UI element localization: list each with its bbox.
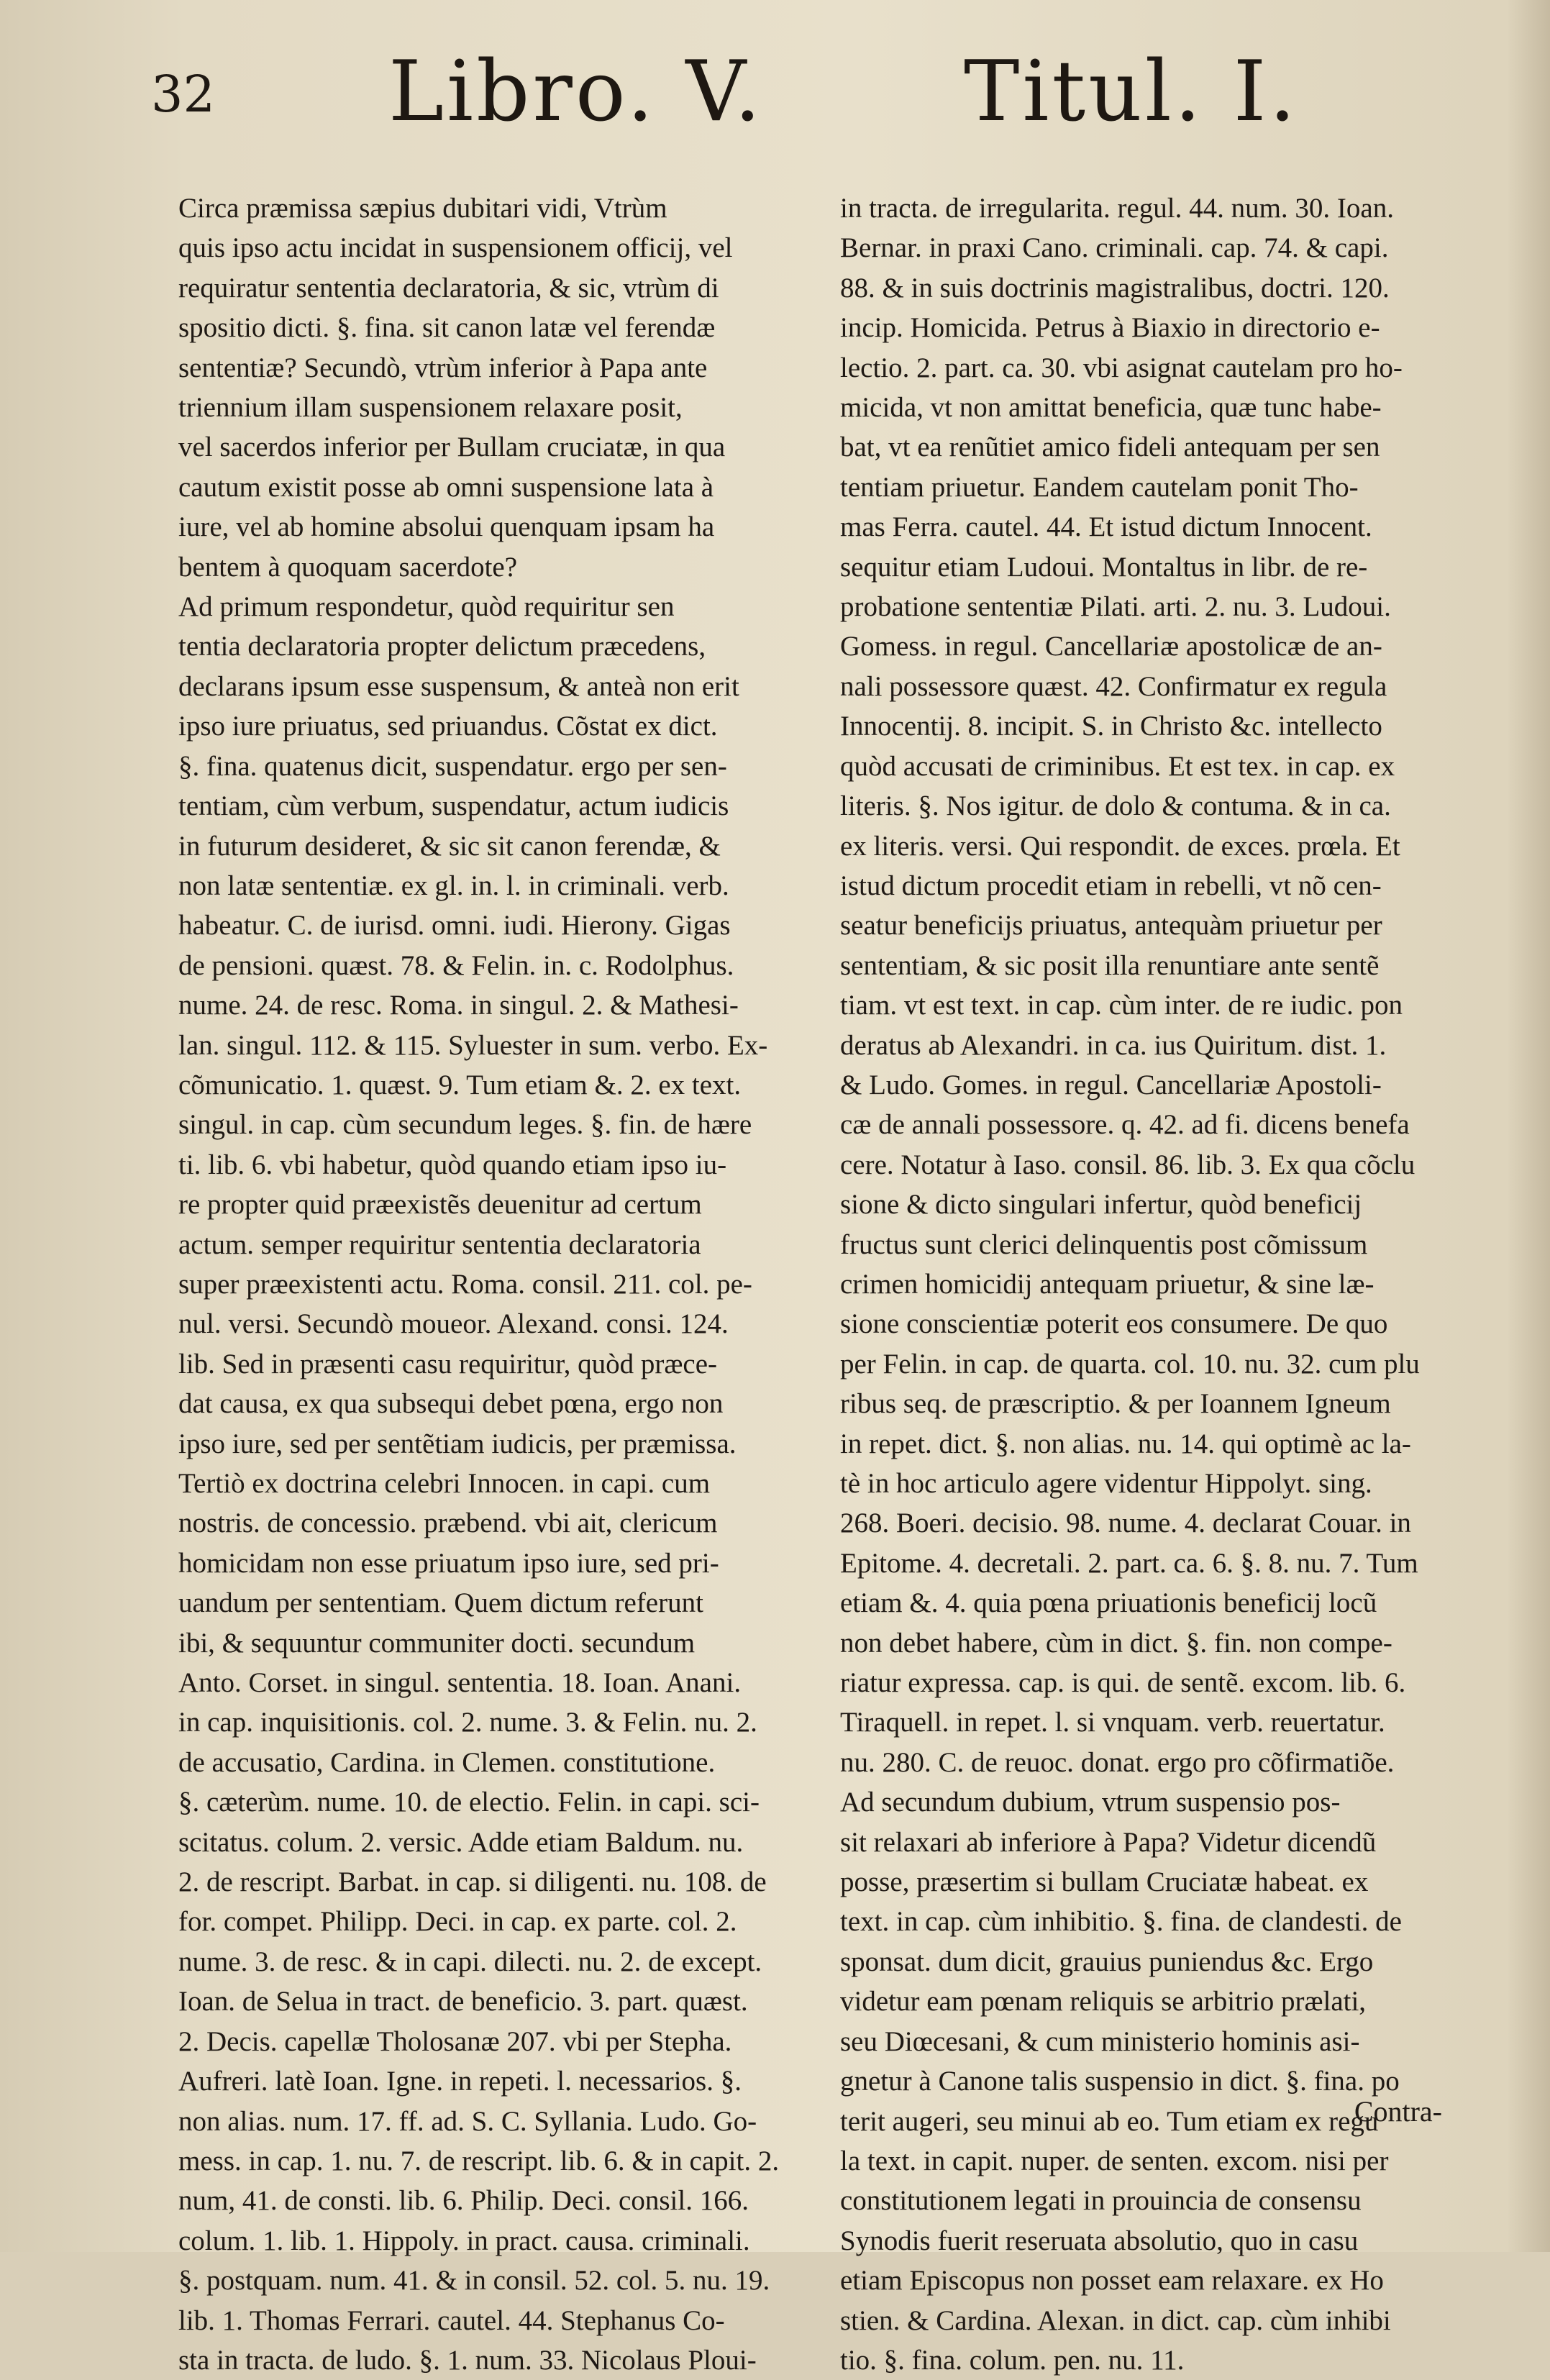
text-line: posse, præsertim si bullam Cruciatæ habeat. ex [840,1866,1369,1898]
text-line: lib. Sed in præsenti casu requiritur, quòd præce- [178,1348,718,1380]
text-line: Tertiò ex doctrina celebri Innocen. in capi. cum [178,1468,711,1499]
text-line: gnetur à Canone talis suspensio in dict. §. fina. po [840,2066,1400,2097]
text-line: per Felin. in cap. de quarta. col. 10. nu. 32. cum plu [840,1348,1420,1380]
text-line: tentia declaratoria propter delictum præcedens, [178,631,706,662]
text-line: tentiam priuetur. Eandem cautelam ponit Tho- [840,471,1359,503]
text-line: sequitur etiam Ludoui. Montaltus in libr. de re- [840,551,1368,583]
left-text-column [178,188,811,2380]
text-line: ti. lib. 6. vbi habetur, quòd quando etiam ipso iu- [178,1149,727,1180]
text-line: text. in cap. cùm inhibitio. §. fina. de clandesti. de [840,1906,1402,1938]
text-line: sententiæ? Secundò, vtrùm inferior à Papa ante [178,352,708,383]
text-line: tentiam, cùm verbum, suspendatur, actum iudicis [178,790,729,822]
text-line: Synodis fuerit reseruata absolutio, quo in casu [840,2225,1359,2256]
text-line: Ioan. de Selua in tract. de beneficio. 3. part. quæst. [178,1986,748,2017]
text-line: nu. 280. C. de reuoc. donat. ergo pro cõfirmatiõe. [840,1746,1395,1778]
text-line: quòd accusati de criminibus. Et est tex. in cap. ex [840,750,1395,782]
text-line: seatur beneficijs priuatus, antequàm priuetur per [840,910,1382,941]
text-line: Circa præmissa sæpius dubitari vidi, Vtrùm [178,193,667,224]
text-line: for. compet. Philipp. Deci. in cap. ex parte. col. 2. [178,1906,737,1938]
text-line: lan. singul. 112. & 115. Syluester in sum. verbo. Ex- [178,1029,768,1061]
text-line: in repet. dict. §. non alias. nu. 14. qui optimè ac la- [840,1428,1411,1459]
text-line: nume. 24. de resc. Roma. in singul. 2. & Mathesi- [178,990,739,1021]
text-line: ipso iure, sed per sentẽtiam iudicis, per præmissa. [178,1428,737,1459]
text-line: nali possessore quæst. 42. Confirmatur ex regula [840,670,1387,702]
text-line: spositio dicti. §. fina. sit canon latæ vel ferendæ [178,312,716,344]
text-line: uandum per sententiam. Quem dictum referunt [178,1587,703,1619]
text-line: super præexistenti actu. Roma. consil. 211. col. pe- [178,1268,752,1300]
text-line: cæ de annali possessore. q. 42. ad fi. dicens benefa [840,1109,1410,1141]
catchword: Contra- [1354,2095,1442,2128]
text-line: 268. Boeri. decisio. 98. nume. 4. declarat Couar. in [840,1508,1411,1539]
text-line: lib. 1. Thomas Ferrari. cautel. 44. Stephanus Co- [178,2304,725,2336]
text-line: habeatur. C. de iurisd. omni. iudi. Hierony. Gigas [178,910,731,941]
text-line: de accusatio, Cardina. in Clemen. constitutione. [178,1746,716,1778]
text-line: deratus ab Alexandri. in ca. ius Quiritum. dist. 1. [840,1029,1387,1061]
text-line: in tracta. de irregularita. regul. 44. num. 30. Ioan. [840,193,1394,224]
text-line: §. postquam. num. 41. & in consil. 52. col. 5. nu. 19. [178,2265,770,2297]
text-line: Tiraquell. in repet. l. si vnquam. verb. reuertatur. [840,1707,1385,1738]
text-line: fructus sunt clerici delinquentis post cõmissum [840,1228,1368,1260]
text-line: stien. & Cardina. Alexan. in dict. cap. cùm inhibi [840,2304,1391,2336]
text-line: Gomess. in regul. Cancellariæ apostolicæ de an- [840,631,1382,662]
text-line: scitatus. colum. 2. versic. Adde etiam Baldum. nu. [178,1826,744,1858]
text-line: videtur eam pœnam reliquis se arbitrio prælati, [840,1986,1367,2017]
text-line: riatur expressa. cap. is qui. de sentẽ. excom. lib. 6. [840,1667,1406,1699]
text-line: colum. 1. lib. 1. Hippoly. in pract. causa. criminali. [178,2225,750,2256]
text-line: singul. in cap. cùm secundum leges. §. fin. de hære [178,1109,752,1141]
text-line: probatione sententiæ Pilati. arti. 2. nu. 3. Ludoui. [840,591,1391,623]
text-line: num, 41. de consti. lib. 6. Philip. Deci. consil. 166. [178,2185,749,2217]
text-line: non latæ sententiæ. ex gl. in. l. in criminali. verb. [178,870,729,901]
page-edge-shadow [1507,0,1550,2252]
text-line: 2. Decis. capellæ Tholosanæ 207. vbi per Stepha. [178,2025,732,2057]
text-line: etiam Episcopus non posset eam relaxare. ex Ho [840,2265,1384,2297]
text-line: bat, vt ea renũtiet amico fideli antequam per sen [840,432,1380,463]
text-line: 2. de rescript. Barbat. in cap. si diligenti. nu. 108. de [178,1866,767,1898]
text-line: vel sacerdos inferior per Bullam cruciatæ, in qua [178,432,726,463]
text-line: nul. versi. Secundò moueor. Alexand. consi. 124. [178,1308,729,1340]
text-line: mas Ferra. cautel. 44. Et istud dictum Innocent. [840,511,1372,543]
text-line: constitutionem legati in prouincia de consensu [840,2185,1362,2217]
text-line: tè in hoc articulo agere videntur Hippolyt. sing. [840,1468,1372,1499]
text-line: sione conscientiæ poterit eos consumere. De quo [840,1308,1388,1340]
text-line: non alias. num. 17. ff. ad. S. C. Syllania. Ludo. Go- [178,2105,757,2137]
text-line: literis. §. Nos igitur. de dolo & contuma. & in ca. [840,790,1391,822]
text-line: cautum existit posse ab omni suspensione lata à [178,471,714,503]
running-head-title: Titul. I. [964,43,1299,140]
text-line: §. fina. quatenus dicit, suspendatur. ergo per sen- [178,750,727,782]
text-line: cere. Notatur à Iaso. consil. 86. lib. 3. Ex qua cõclu [840,1149,1415,1180]
text-line: triennium illam suspensionem relaxare posit, [178,392,683,424]
text-line: nume. 3. de resc. & in capi. dilecti. nu. 2. de except. [178,1946,762,1977]
text-line: seu Diœcesani, & cum ministerio hominis asi- [840,2025,1360,2057]
text-line: quis ipso actu incidat in suspensionem officij, vel [178,232,733,264]
text-line: ibi, & sequuntur communiter docti. secundum [178,1627,696,1659]
text-line: iure, vel ab homine absolui quenquam ipsam ha [178,511,715,543]
running-head-book: Libro. V. [388,43,764,140]
text-line: lectio. 2. part. ca. 30. vbi asignat cautelam pro ho- [840,352,1403,383]
text-line: micida, vt non amittat beneficia, quæ tunc habe- [840,392,1382,424]
text-line: ipso iure priuatus, sed priuandus. Cõstat ex dict. [178,711,718,742]
text-line: declarans ipsum esse suspensum, & anteà non erit [178,670,739,702]
right-text-column [840,188,1459,2380]
text-line: Bernar. in praxi Cano. criminali. cap. 74. & capi. [840,232,1389,264]
text-line: non debet habere, cùm in dict. §. fin. non compe- [840,1627,1392,1659]
text-line: sta in tracta. de ludo. §. 1. num. 33. Nicolaus Ploui- [178,2344,757,2376]
text-line: 88. & in suis doctrinis magistralibus, doctri. 120. [840,272,1390,304]
text-line: actum. semper requiritur sententia declaratoria [178,1228,701,1260]
text-line: nostris. de concessio. præbend. vbi ait, clericum [178,1508,718,1539]
text-line: in cap. inquisitionis. col. 2. nume. 3. & Felin. nu. 2. [178,1707,757,1738]
text-line: cõmunicatio. 1. quæst. 9. Tum etiam &. 2. ex text. [178,1069,742,1100]
text-line: dat causa, ex qua subsequi debet pœna, ergo non [178,1388,724,1420]
text-line: mess. in cap. 1. nu. 7. de rescript. lib. 6. & in capit. 2. [178,2145,780,2176]
text-line: homicidam non esse priuatum ipso iure, sed pri- [178,1547,719,1579]
text-line: de pensioni. quæst. 78. & Felin. in. c. Rodolphus. [178,949,734,981]
text-line: ex literis. versi. Qui respondit. de exces. prœla. Et [840,830,1400,862]
text-line: crimen homicidij antequam priuetur, & sine læ- [840,1268,1375,1300]
text-line: in futurum desideret, & sic sit canon ferendæ, & [178,830,721,862]
text-line: requiratur sententia declaratoria, & sic, vtrùm di [178,272,719,304]
text-line: terit augeri, seu minui ab eo. Tum etiam ex regu [840,2105,1379,2137]
text-line: & Ludo. Gomes. in regul. Cancellariæ Apostoli- [840,1069,1382,1100]
text-line: Aufreri. latè Ioan. Igne. in repeti. l. necessarios. §. [178,2066,742,2097]
text-line: bentem à quoquam sacerdote? [178,551,518,583]
text-line: Anto. Corset. in singul. sententia. 18. Ioan. Anani. [178,1667,742,1699]
text-line: Ad primum respondetur, quòd requiritur sen [178,591,675,623]
text-line: Epitome. 4. decretali. 2. part. ca. 6. §. 8. nu. 7. Tum [840,1547,1418,1579]
text-line: Ad secundum dubium, vtrum suspensio pos- [840,1787,1341,1818]
text-line: re propter quid præexistẽs deuenitur ad certum [178,1189,702,1221]
text-line: sententiam, & sic posit illa renuntiare ante sentẽ [840,949,1380,981]
text-line: tiam. vt est text. in cap. cùm inter. de re iudic. pon [840,990,1403,1021]
text-line: sione & dicto singulari infertur, quòd beneficij [840,1189,1362,1221]
text-line: ribus seq. de præscriptio. & per Ioannem Igneum [840,1388,1391,1420]
text-line: etiam &. 4. quia pœna priuationis beneficij locũ [840,1587,1377,1619]
text-line: Innocentij. 8. incipit. S. in Christo &c. intellecto [840,711,1382,742]
text-line: sit relaxari ab inferiore à Papa? Videtur dicendũ [840,1826,1377,1858]
text-line: sponsat. dum dicit, grauius puniendus &c. Ergo [840,1946,1374,1977]
text-line: istud dictum procedit etiam in rebelli, vt nõ cen- [840,870,1382,901]
text-line: tio. §. fina. colum. pen. nu. 11. [840,2344,1185,2376]
text-line: §. cæterùm. nume. 10. de electio. Felin. in capi. sci- [178,1787,760,1818]
text-line: la text. in capit. nuper. de senten. excom. nisi per [840,2145,1389,2176]
text-line: incip. Homicida. Petrus à Biaxio in directorio e- [840,312,1380,344]
page-number: 32 [151,65,216,124]
